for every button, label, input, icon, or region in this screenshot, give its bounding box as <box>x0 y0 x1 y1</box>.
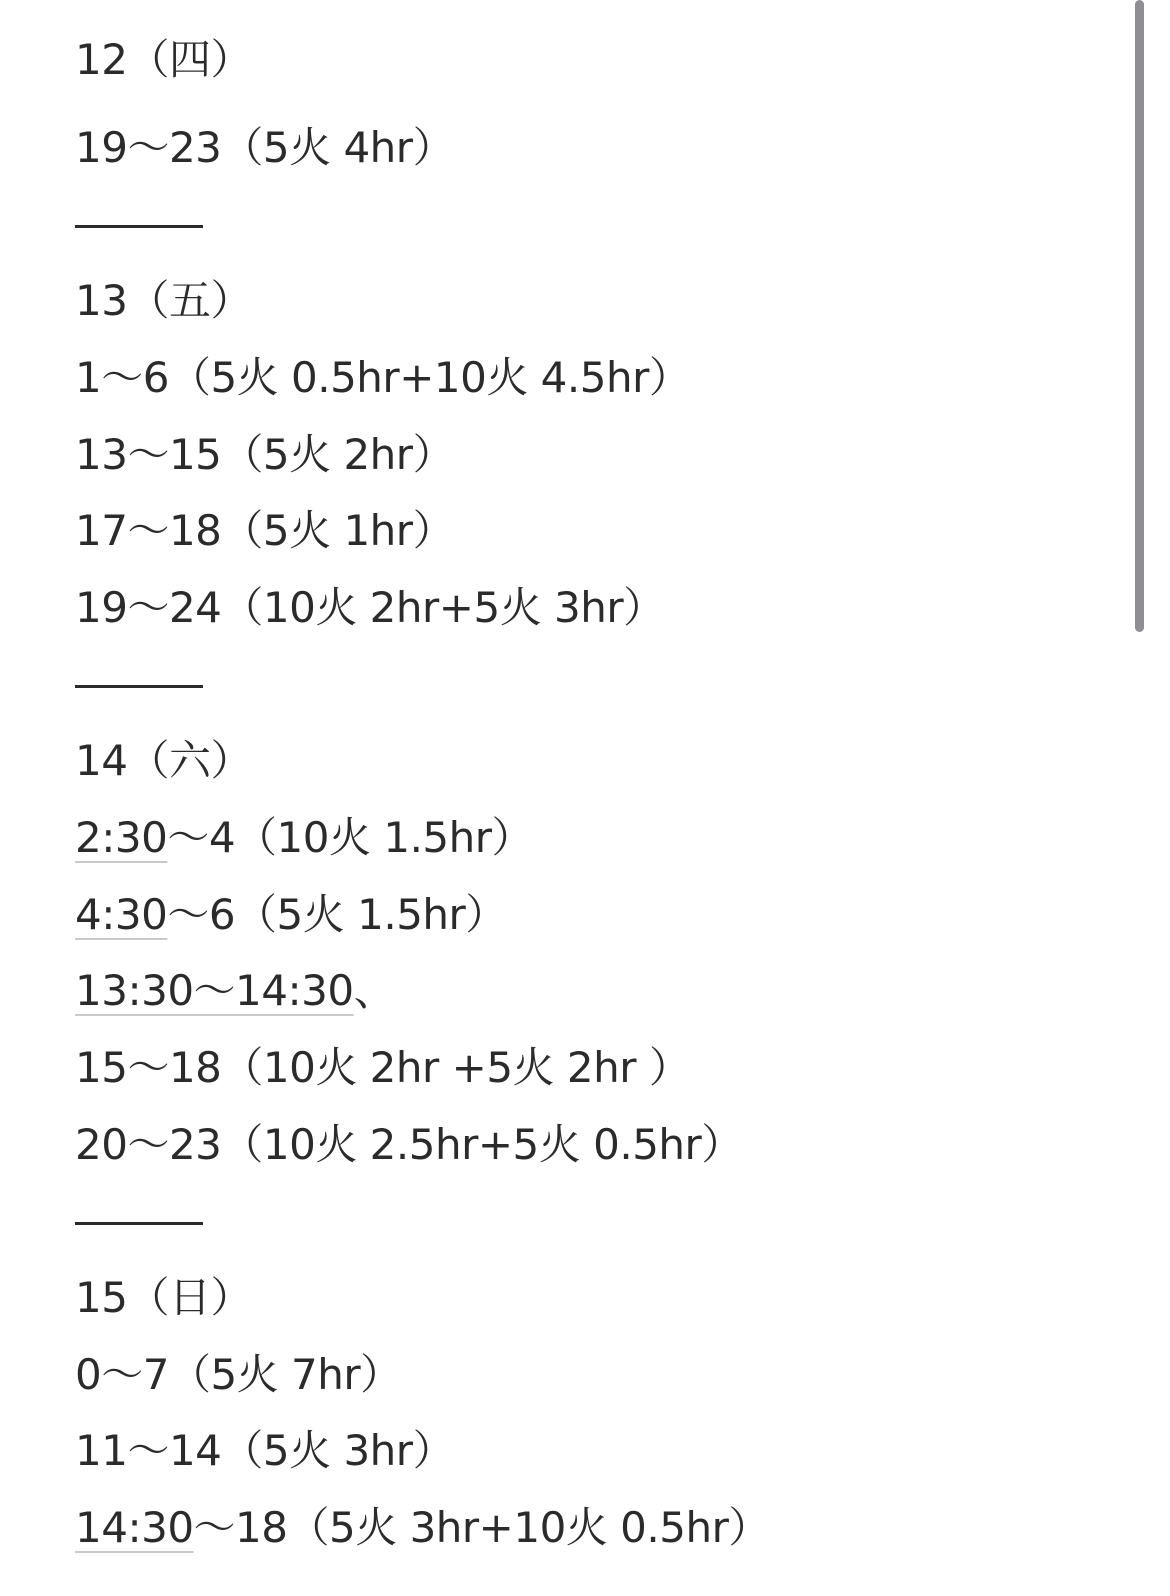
schedule-text: 15～18（10火 2hr +5火 2hr ） <box>75 1043 691 1092</box>
day-header-13: 13（五） <box>75 276 252 325</box>
time-link[interactable]: 14:30 <box>75 1503 194 1552</box>
schedule-text: ～6（5火 1.5hr） <box>167 890 507 939</box>
schedule-text: ～18（5火 3hr+10火 0.5hr） <box>193 1503 770 1552</box>
schedule-line <box>75 427 454 483</box>
schedule-text: 19～24（10火 2hr+5火 3hr） <box>75 583 665 632</box>
section-divider <box>75 685 203 688</box>
schedule-line <box>75 503 454 559</box>
day-header-14: 14（六） <box>75 736 252 785</box>
schedule-text: 0～7（5火 7hr） <box>75 1350 402 1399</box>
time-link[interactable]: 13:30～14:30 <box>75 966 354 1015</box>
schedule-text: 17～18（5火 1hr） <box>75 506 455 555</box>
schedule-line <box>75 1117 743 1173</box>
schedule-line <box>75 350 690 406</box>
schedule-line <box>75 1500 770 1556</box>
schedule-text: 19～23（5火 4hr） <box>75 123 455 172</box>
schedule-text: ～4（10火 1.5hr） <box>167 813 534 862</box>
schedule-text: 13～15（5火 2hr） <box>75 430 455 479</box>
scrollbar-thumb[interactable] <box>1135 0 1144 632</box>
schedule-line <box>75 963 395 1019</box>
schedule-text: 1～6（5火 0.5hr+10火 4.5hr） <box>75 353 691 402</box>
schedule-text: 20～23（10火 2.5hr+5火 0.5hr） <box>75 1120 743 1169</box>
schedule-line <box>75 887 507 943</box>
schedule-line <box>75 1040 690 1096</box>
time-link[interactable]: 2:30 <box>75 813 168 862</box>
section-divider <box>75 225 203 228</box>
vertical-scrollbar[interactable] <box>1130 0 1170 1596</box>
schedule-line <box>75 810 533 866</box>
schedule-line <box>75 1423 454 1479</box>
schedule-text: 、 <box>353 966 396 1015</box>
schedule-line <box>75 1347 402 1403</box>
schedule-text: 11～14（5火 3hr） <box>75 1426 455 1475</box>
section-divider <box>75 1222 203 1225</box>
schedule-line <box>75 580 665 636</box>
day-header-12: 12（四） <box>75 35 252 84</box>
schedule-line <box>75 120 454 176</box>
time-link[interactable]: 4:30 <box>75 890 168 939</box>
day-header-15: 15（日） <box>75 1273 252 1322</box>
